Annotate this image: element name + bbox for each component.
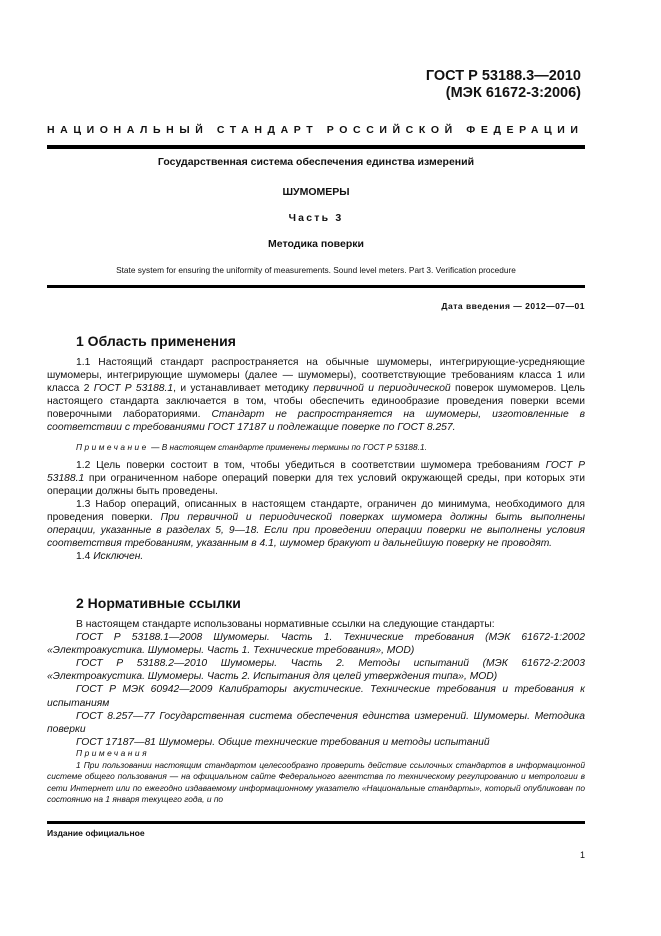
section-1-body xyxy=(47,356,585,563)
subject-title: ШУМОМЕРЫ xyxy=(282,186,350,198)
header-divider xyxy=(47,145,585,149)
reference-item: ГОСТ 17187—81 Шумомеры. Общие технические требования и методы испытаний xyxy=(76,736,490,748)
reference-link: ГОСТ Р 53188.1 xyxy=(93,383,174,395)
note-item: 1 При пользовании настоящим стандартом целесообразно проверить действие ссылочных стандартов в информационной системе общего пользования — на официальном сайте Федерального агентства по техническому регулированию и метрологии в сети Интернет или по ежегодно издаваемому информационному указателю «Национальные стандарты», который опубликован по состоянию на 1 января текущего года, и по xyxy=(47,759,585,805)
paragraph-1-4: 1.4 Исключен. xyxy=(76,551,144,563)
paragraph-1-1: 1.1 Настоящий стандарт распространяется на обычные шумомеры, интегрирующие-усредняющие шумомеры, интегрирующие шумомеры (далее — шумомеры), соответствующие требованиям класса 1 или класса 2 ГОСТ Р 53188.1, и устанавливает методику первичной и периодической поверок шумомеров. Цель настоящего стандарта заключается в том, чтобы обеспечить единообразие проведения поверки всеми поверочными лабораториями. Стандарт не распространяется на шумомеры, изготовленные в соответствии с требованиями ГОСТ 17187 и подлежащие поверке по ГОСТ 8.257. xyxy=(47,357,586,434)
part-title: Часть 3 xyxy=(288,212,344,224)
paragraph-1-2: 1.2 Цель поверки состоит в том, чтобы убедиться в соответствии шумомера требованиям ГОСТ Р 53188.1 при ограниченном наборе операций поверки для тех условий окружающей среды, при которых эти операции должны быть проведены. xyxy=(47,459,585,497)
section-1-heading: 1 Область применения xyxy=(76,333,236,349)
method-title: Методика поверки xyxy=(268,238,364,250)
standard-id: ГОСТ Р 53188.3—2010 xyxy=(425,68,581,84)
system-title: Государственная система обеспечения единства измерений xyxy=(157,156,475,168)
title-divider xyxy=(47,285,585,288)
standard-identifier xyxy=(426,68,581,102)
reference-item: ГОСТ 8.257—77 Государственная система обеспечения единства измерений. Шумомеры. Методика поверки xyxy=(47,710,585,735)
official-edition-label: Издание официальное xyxy=(47,828,145,838)
reference-item: ГОСТ Р МЭК 60942—2009 Калибраторы акустические. Технические требования и требования к испытаниям xyxy=(47,684,585,709)
section-2-notes xyxy=(47,748,585,806)
section-2-heading: 2 Нормативные ссылки xyxy=(76,595,241,611)
note-1: Примечание — В настоящем стандарте применены термины по ГОСТ Р 53188.1. xyxy=(76,441,427,452)
paragraph-1-3: 1.3 Набор операций, описанных в настоящем стандарте, ограничен до минимума, необходимого для проведения поверки. При первичной и периодической поверках шумомера должны быть выполнены операции, указанные в разделах 5, 9—18. Если при проведении операции поверки не выполнены условия соответствия требованиям, указанным в 4.1, шумомер бракуют и дальнейшую поверку не проводят. xyxy=(47,498,585,550)
section-2-body xyxy=(47,618,585,749)
reference-item: ГОСТ Р 53188.2—2010 Шумомеры. Часть 2. Методы испытаний (МЭК 61672-2:2003 «Электроакустика. Шумомеры. Часть 2. Испытания для целей утверждения типа», MOD) xyxy=(47,658,585,683)
english-title: State system for ensuring the uniformity of measurements. Sound level meters. Part 3. Verification procedure xyxy=(116,265,516,275)
reference-item: ГОСТ Р 53188.1—2008 Шумомеры. Часть 1. Технические требования (МЭК 61672-1:2002 «Электроакустика. Шумомеры. Часть 1. Технические требования», MOD) xyxy=(47,632,585,657)
iec-equivalent: (МЭК 61672-3:2006) xyxy=(445,85,581,101)
notes-label: Примечания xyxy=(76,748,150,758)
footer-divider xyxy=(47,821,585,824)
page-number: 1 xyxy=(579,850,585,860)
national-standard-banner: НАЦИОНАЛЬНЫЙ СТАНДАРТ РОССИЙСКОЙ ФЕДЕРАЦИИ xyxy=(47,124,584,136)
effective-date: Дата введения — 2012—07—01 xyxy=(441,301,585,311)
section-2-intro: В настоящем стандарте использованы нормативные ссылки на следующие стандарты: xyxy=(76,619,495,630)
